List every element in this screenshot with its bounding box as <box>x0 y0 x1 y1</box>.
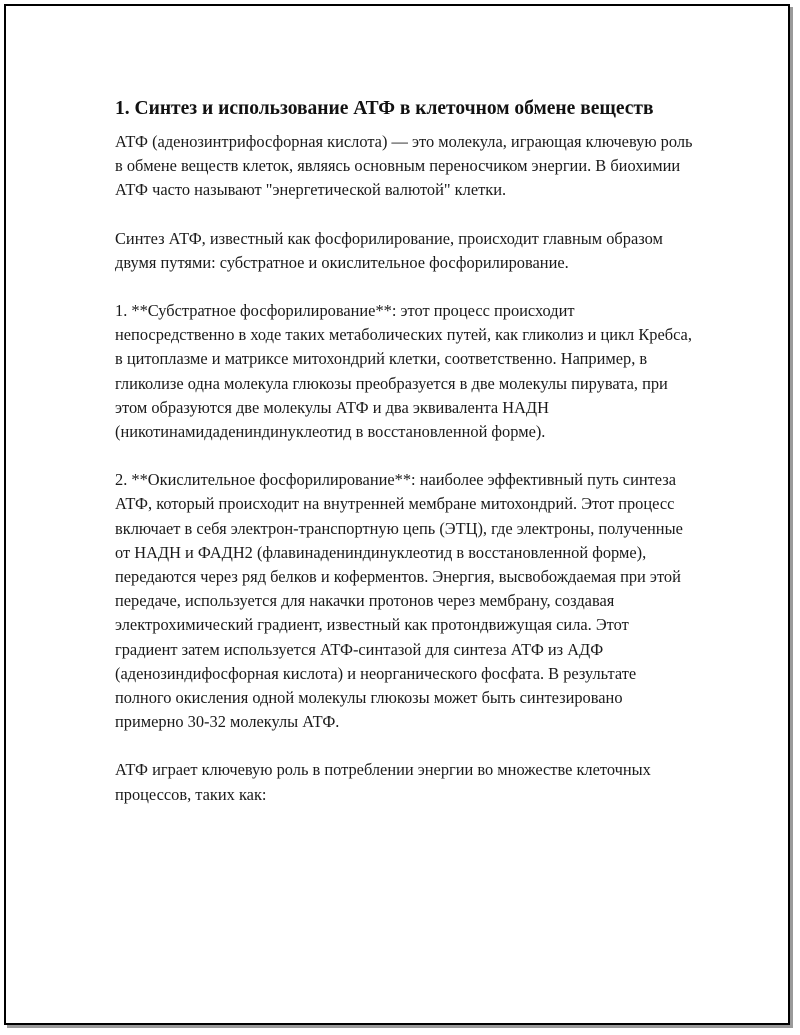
document-body <box>115 96 695 807</box>
paragraph-substrate-phosphorylation: 1. **Субстратное фосфорилирование**: этот процесс происходит непосредственно в ходе таких метаболических путей, как гликолиз и цикл Кребса, в цитоплазме и матриксе митохондрий клетки, соответственно. Например, в гликолизе одна молекула глюкозы преобразуется в две молекулы пирувата, при этом образуются две молекулы АТФ и два эквивалента НАДН (никотинамидадениндинуклеотид в восстановленной форме). <box>115 301 692 442</box>
paragraph-oxidative-phosphorylation: 2. **Окислительное фосфорилирование**: наиболее эффективный путь синтеза АТФ, который происходит на внутренней мембране митохондрий. Этот процесс включает в себя электрон-транспортную цепь (ЭТЦ), где электроны, полученные от НАДН и ФАДН2 (флавинадениндинуклеотид в восстановленной форме), передаются через ряд белков и коферментов. Энергия, высвобождаемая при этой передаче, используется для накачки протонов через мембрану, создавая электрохимический градиент, известный как протондвижущая сила. Этот градиент затем используется АТФ-синтазой для синтеза АТФ из АДФ (аденозиндифосфорная кислота) и неорганического фосфата. В результате полного окисления одной молекулы глюкозы может быть синтезировано примерно 30-32 молекулы АТФ. <box>115 470 683 732</box>
document-title: 1. Синтез и использование АТФ в клеточном обмене веществ <box>115 98 654 119</box>
paragraph-synthesis: Синтез АТФ, известный как фосфорилирование, происходит главным образом двумя путями: субстратное и окислительное фосфорилирование. <box>115 228 663 272</box>
paragraph-intro: АТФ (аденозинтрифосфорная кислота) — это молекула, играющая ключевую роль в обмене веществ клеток, являясь основным переносчиком энергии. В биохимии АТФ часто называют "энергетической валютой" клетки. <box>115 132 693 200</box>
paragraph-atp-usage: АТФ играет ключевую роль в потреблении энергии во множестве клеточных процессов, таких как: <box>115 760 651 804</box>
